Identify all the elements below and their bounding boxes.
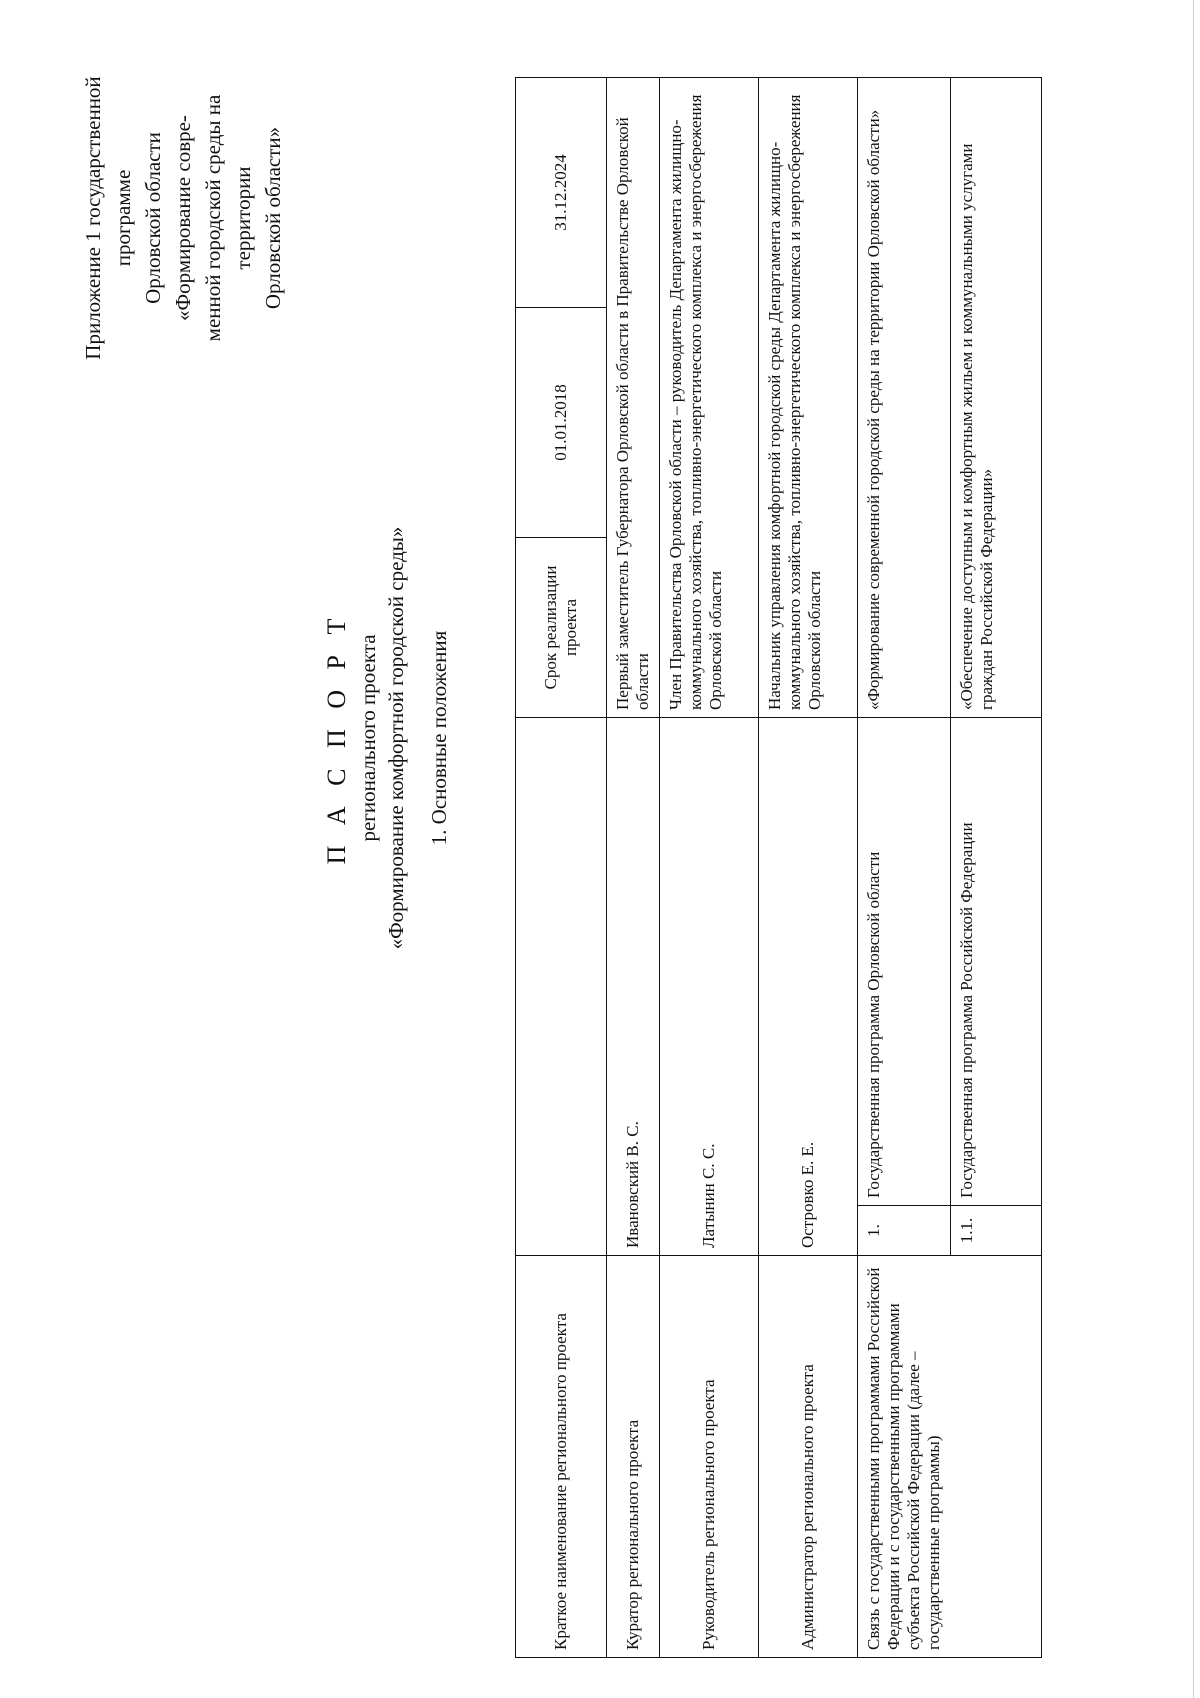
term-label: Срок реализации проекта	[516, 538, 607, 718]
row-label: Администратор регионального проекта	[759, 1256, 858, 1658]
document-heading	[320, 358, 453, 1118]
table-row	[516, 78, 607, 1658]
end-date: 31.12.2024	[516, 78, 607, 308]
annex-line: Орловской области «Формирование совре-	[141, 115, 195, 321]
start-date: 01.01.2018	[516, 308, 607, 538]
program-number: 1.	[858, 1206, 951, 1256]
admin-position: Начальник управления комфортной городской среды Департамента жилищно-коммунального хозяйства, топливно-энергетического комплекса и энергосбережения Орловской области	[759, 78, 858, 718]
table-row	[858, 78, 951, 1658]
scan-edge-line	[1193, 0, 1194, 1698]
program-kind: Государственная программа Российской Федерации	[951, 718, 1042, 1206]
program-name: «Обеспечение доступным и комфортным жильем и коммунальными услугами граждан Российской Федерации»	[951, 78, 1042, 718]
project-name: «Формирование комфортной городской среды»	[384, 526, 408, 950]
passport-subtitle: регионального проекта	[356, 634, 380, 842]
program-number: 1.1.	[951, 1206, 1042, 1256]
head-position: Член Правительства Орловской области – руководитель Департамента жилищно-коммунального хозяйства, топливно-энергетического комплекса и энергосбережения Орловской области	[660, 78, 759, 718]
annex-note	[78, 58, 288, 378]
head-name: Латынин С. С.	[660, 718, 759, 1256]
table-row	[607, 78, 660, 1658]
row-label: Руководитель регионального проекта	[660, 1256, 759, 1658]
curator-position: Первый заместитель Губернатора Орловской области в Правительстве Орловской области	[607, 78, 660, 718]
passport-table	[515, 77, 1042, 1658]
admin-name: Островко Е. Е.	[759, 718, 858, 1256]
section-title: 1. Основные положения	[427, 630, 451, 846]
passport-title: П А С П О Р Т	[322, 611, 351, 865]
table-row	[759, 78, 858, 1658]
curator-name: Ивановский В. С.	[607, 718, 660, 1256]
row-label: Куратор регионального проекта	[607, 1256, 660, 1658]
row-label: Связь с государственными программами Российской Федерации и с государственными программами субъекта Российской Федерации (далее – государственные программы)	[858, 1256, 1042, 1658]
row-label: Краткое наименование регионального проекта	[516, 1256, 607, 1658]
program-name: «Формирование современной городской среды на территории Орловской области»	[858, 78, 951, 718]
annex-line: Орловской области»	[261, 126, 285, 310]
annex-line: менной городской среды на территории	[201, 94, 255, 342]
table-row	[660, 78, 759, 1658]
program-kind: Государственная программа Орловской области	[858, 718, 951, 1206]
annex-line: Приложение 1 государственной программе	[81, 76, 135, 360]
project-short-name	[516, 718, 607, 1256]
